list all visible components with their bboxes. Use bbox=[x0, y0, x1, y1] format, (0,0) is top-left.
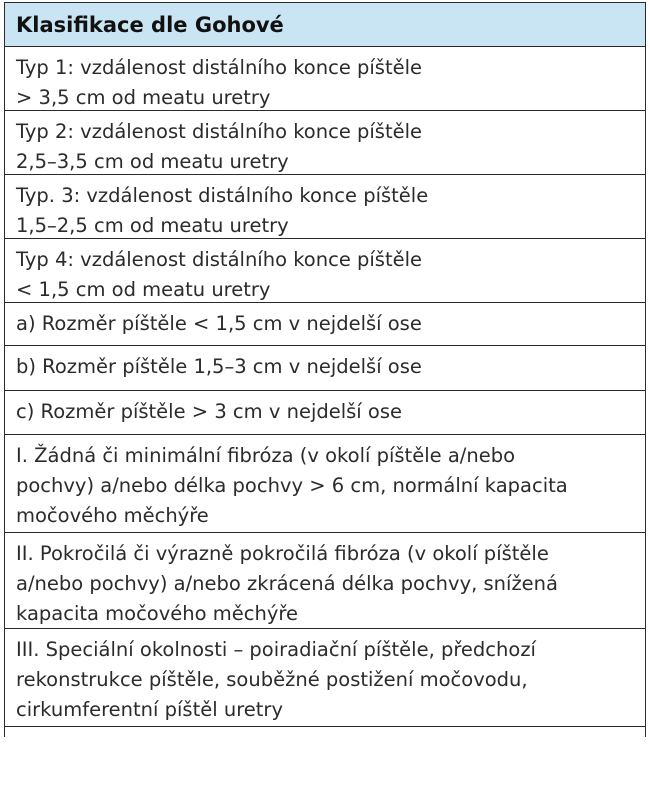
row-line: c) Rozměr píštěle > 3 cm v nejdelší ose bbox=[16, 400, 403, 423]
row-line: Typ 4: vzdálenost distálního konce píštěle bbox=[16, 248, 423, 271]
classification-table bbox=[4, 2, 646, 737]
table-row-type-3 bbox=[5, 175, 645, 239]
table-row-type-2 bbox=[5, 111, 645, 175]
row-line: Typ 1: vzdálenost distálního konce píštěle bbox=[16, 56, 423, 79]
row-line: b) Rozměr píštěle 1,5–3 cm v nejdelší ose bbox=[16, 355, 422, 378]
row-line: 2,5–3,5 cm od meatu uretry bbox=[16, 150, 289, 173]
row-line: > 3,5 cm od meatu uretry bbox=[16, 86, 271, 109]
row-line: 1,5–2,5 cm od meatu uretry bbox=[16, 214, 289, 237]
table-row-size-c bbox=[5, 391, 645, 435]
row-line: močového měchýře bbox=[16, 504, 209, 527]
table-row-grade-iii bbox=[5, 629, 645, 727]
row-line: pochvy) a/nebo délka pochvy > 6 cm, normální kapacita bbox=[16, 474, 568, 497]
table-row-type-1 bbox=[5, 47, 645, 111]
row-line: kapacita močového měchýře bbox=[16, 602, 298, 625]
row-line: cirkumferentní píštěl uretry bbox=[16, 698, 283, 721]
row-line: II. Pokročilá či výrazně pokročilá fibróza (v okolí píštěle bbox=[16, 542, 549, 565]
row-line: a/nebo pochvy) a/nebo zkrácená délka pochvy, snížená bbox=[16, 572, 558, 595]
row-line: Typ. 3: vzdálenost distálního konce píštěle bbox=[16, 184, 429, 207]
table-row-size-a bbox=[5, 303, 645, 346]
row-line: III. Speciální okolnosti – poiradiační píštěle, předchozí bbox=[16, 638, 536, 661]
table-row-type-4 bbox=[5, 239, 645, 303]
table-row-grade-ii bbox=[5, 533, 645, 629]
table-row-partial bbox=[5, 727, 645, 737]
row-line: < 1,5 cm od meatu uretry bbox=[16, 278, 271, 301]
row-line: I. Žádná či minimální fibróza (v okolí píštěle a/nebo bbox=[16, 444, 516, 467]
table-row-grade-i bbox=[5, 435, 645, 533]
row-line: rekonstrukce píštěle, souběžné postižení močovodu, bbox=[16, 668, 528, 691]
row-line: a) Rozměr píštěle < 1,5 cm v nejdelší ose bbox=[16, 312, 422, 335]
table-header: Klasifikace dle Gohové bbox=[5, 3, 645, 47]
table-row-size-b bbox=[5, 346, 645, 391]
row-line: Typ 2: vzdálenost distálního konce píštěle bbox=[16, 120, 423, 143]
